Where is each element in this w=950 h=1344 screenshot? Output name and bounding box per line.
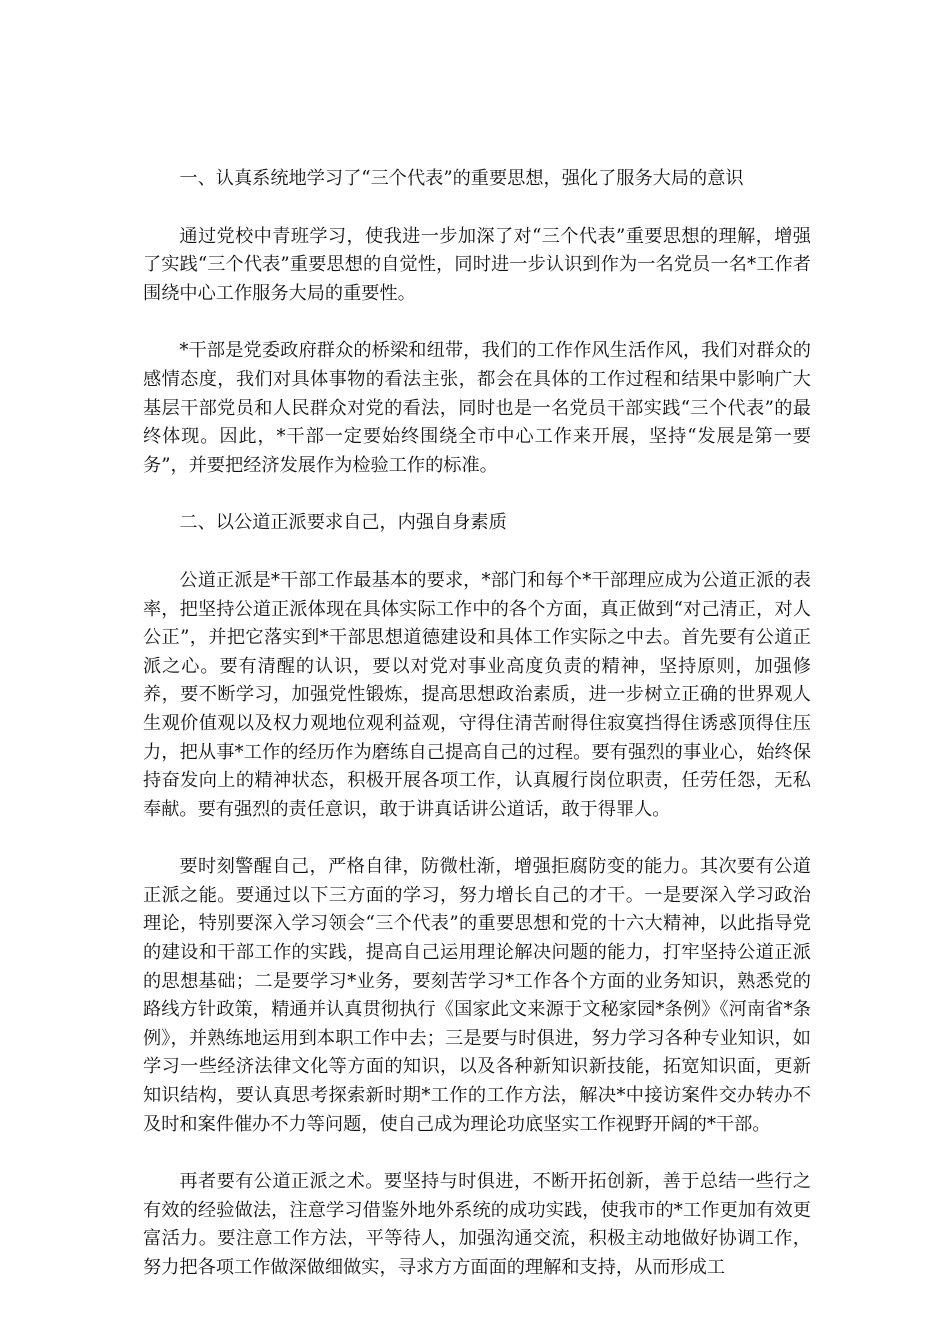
section-heading-2: 二、以公道正派要求自己，内强自身素质	[179, 512, 507, 534]
paragraph-5: 再者要有公道正派之术。要坚持与时俱进，不断开拓创新，善于总结一些行之有效的经验做法，注意学习借鉴外地外系统的成功实践，使我市的*工作更加有效更富活力。要注意工作方法，平等待人，加强沟通交流，积极主动地做好协调工作，努力把各项工作做深做细做实，寻求方方面面的理解和支持，从而形成工	[143, 1171, 811, 1278]
paragraph-3: 公道正派是*干部工作最基本的要求，*部门和每个*干部理应成为公道正派的表率，把坚持公道正派体现在具体实际工作中的各个方面，真正做到“对己清正，对人公正”，并把它落实到*干部思想道德建设和具体工作实际之中去。首先要有公道正派之心。要有清醒的认识，要以对党对事业高度负责的精神，坚持原则，加强修养，要不断学习，加强党性锻炼，提高思想政治素质，进一步树立正确的世界观人生观价值观以及权力观地位观利益观，守得住清苦耐得住寂寞挡得住诱惑顶得住压力，把从事*工作的经历作为磨练自己提高自己的过程。要有强烈的事业心，始终保持奋发向上的精神状态，积极开展各项工作，认真履行岗位职责，任劳任怨，无私奉献。要有强烈的责任意识，敢于讲真话讲公道话，敢于得罪人。	[143, 569, 811, 820]
section-heading-1: 一、认真系统地学习了“三个代表”的重要思想，强化了服务大局的意识	[179, 168, 744, 189]
paragraph-2: *干部是党委政府群众的桥梁和纽带，我们的工作作风生活作风，我们对群众的感情态度，我们对具体事物的看法主张，都会在具体的工作过程和结果中影响广大基层干部党员和人民群众对党的看法，同时也是一名党员干部实践“三个代表”的最终体现。因此，*干部一定要始终围绕全市中心工作来开展，坚持“发展是第一要务”，并要把经济发展作为检验工作的标准。	[143, 340, 811, 476]
document-body	[143, 165, 811, 1283]
paragraph-4: 要时刻警醒自己，严格自律，防微杜渐，增强拒腐防变的能力。其次要有公道正派之能。要通过以下三方面的学习，努力增长自己的才干。一是要深入学习政治理论，特别要深入学习领会“三个代表”的重要思想和党的十六大精神，以此指导党的建设和干部工作的实践，提高自己运用理论解决问题的能力，打牢坚持公道正派的思想基础；二是要学习*业务，要刻苦学习*工作各个方面的业务知识，熟悉党的路线方针政策，精通并认真贯彻执行《国家此文来源于文秘家园*条例》《河南省*条例》，并熟练地运用到本职工作中去；三是要与时俱进，努力学习各种专业知识，如学习一些经济法律文化等方面的知识，以及各种新知识新技能，拓宽知识面，更新知识结构，要认真思考探索新时期*工作的工作方法，解决*中接访案件交办转办不及时和案件催办不力等问题，使自己成为理论功底坚实工作视野开阔的*干部。	[143, 856, 811, 1135]
paragraph-1: 通过党校中青班学习，使我进一步加深了对“三个代表”重要思想的理解，增强了实践“三个代表”重要思想的自觉性，同时进一步认识到作为一名党员一名*工作者围绕中心工作服务大局的重要性。	[143, 225, 811, 304]
